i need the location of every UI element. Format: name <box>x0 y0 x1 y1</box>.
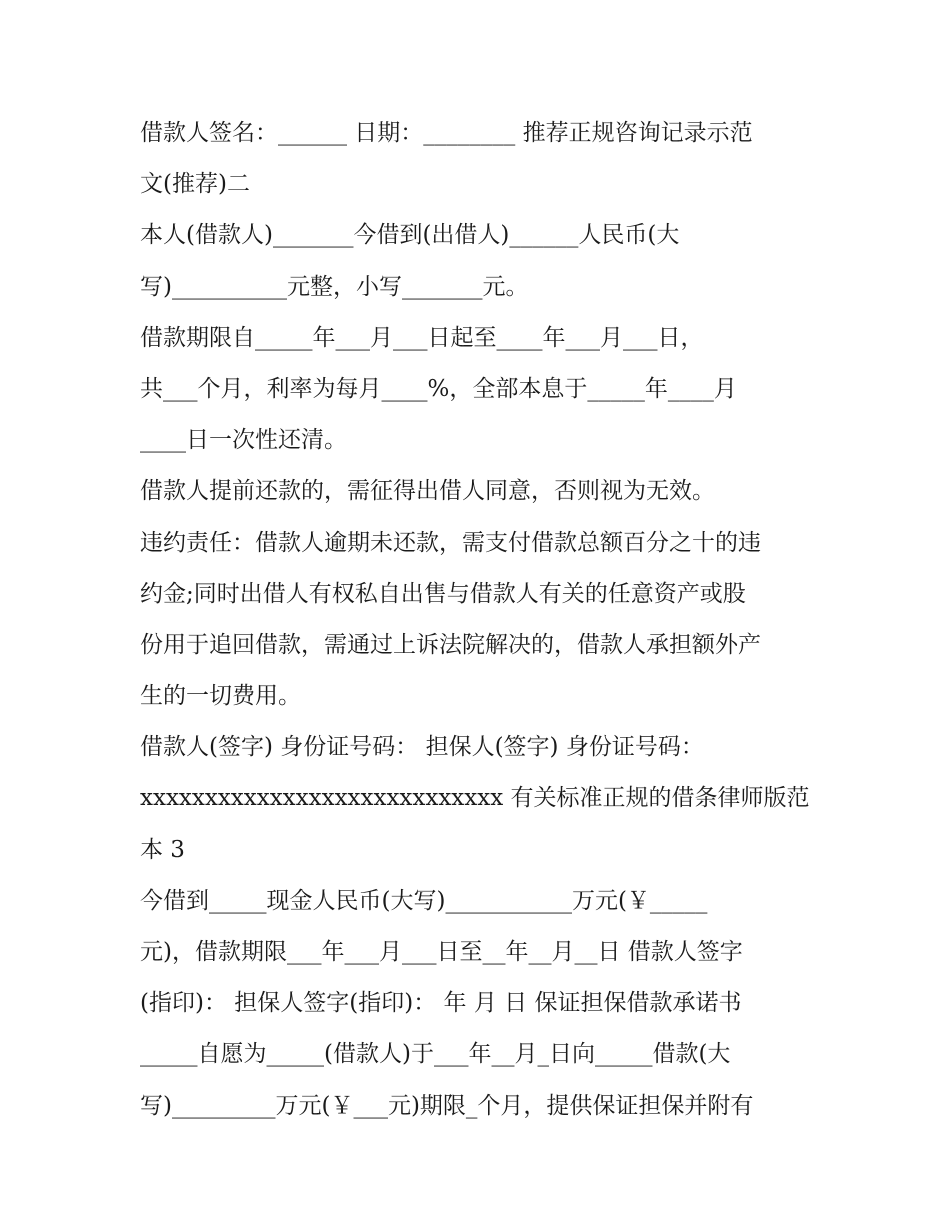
text-line: 份用于追回借款，需通过上诉法院解决的，借款人承担额外产 <box>140 631 761 658</box>
text-line: 借款人提前还款的，需征得出借人同意，否则视为无效。 <box>140 478 715 505</box>
text-line: 借款期限自_____年___月___日起至____年___月___日， <box>140 324 704 351</box>
text-line: ____日一次性还清。 <box>140 427 347 454</box>
text-line: 本人(借款人)_______今借到(出借人)______人民币(大 <box>140 222 680 249</box>
text-line: _____自愿为_____(借款人)于___年__月_日向_____借款(大 <box>140 1041 731 1068</box>
text-line: 文(推荐)二 <box>140 171 250 198</box>
text-line: 借款人(签字) 身份证号码： 担保人(签字) 身份证号码： <box>140 734 704 761</box>
document-body <box>140 108 830 1132</box>
text-line: 生的一切费用。 <box>140 683 301 710</box>
text-line: 共___个月，利率为每月____%，全部本息于_____年____月 <box>140 375 737 402</box>
text-line: 写)_________万元(￥___元)期限_个月，提供保证担保并附有 <box>140 1092 754 1119</box>
text-line: 约金;同时出借人有权私自出售与借款人有关的任意资产或股 <box>140 580 746 607</box>
text-line: (指印)： 担保人签字(指印)： 年 月 日 保证担保借款承诺书 <box>140 990 742 1017</box>
text-line: 今借到_____现金人民币(大写)___________万元(￥_____ <box>140 887 708 914</box>
text-line: 本 3 <box>140 836 185 863</box>
text-line: xxxxxxxxxxxxxxxxxxxxxxxxxxxx 有关标准正规的借条律师版范 <box>140 785 810 812</box>
text-line: 违约责任：借款人逾期未还款，需支付借款总额百分之十的违 <box>140 529 761 556</box>
text-line: 借款人签名：______ 日期：________ 推荐正规咨询记录示范 <box>140 120 753 146</box>
text-line: 元)，借款期限___年___月___日至__年__月__日 借款人签字 <box>140 939 743 965</box>
text-line: 写)__________元整，小写_______元。 <box>140 273 529 300</box>
